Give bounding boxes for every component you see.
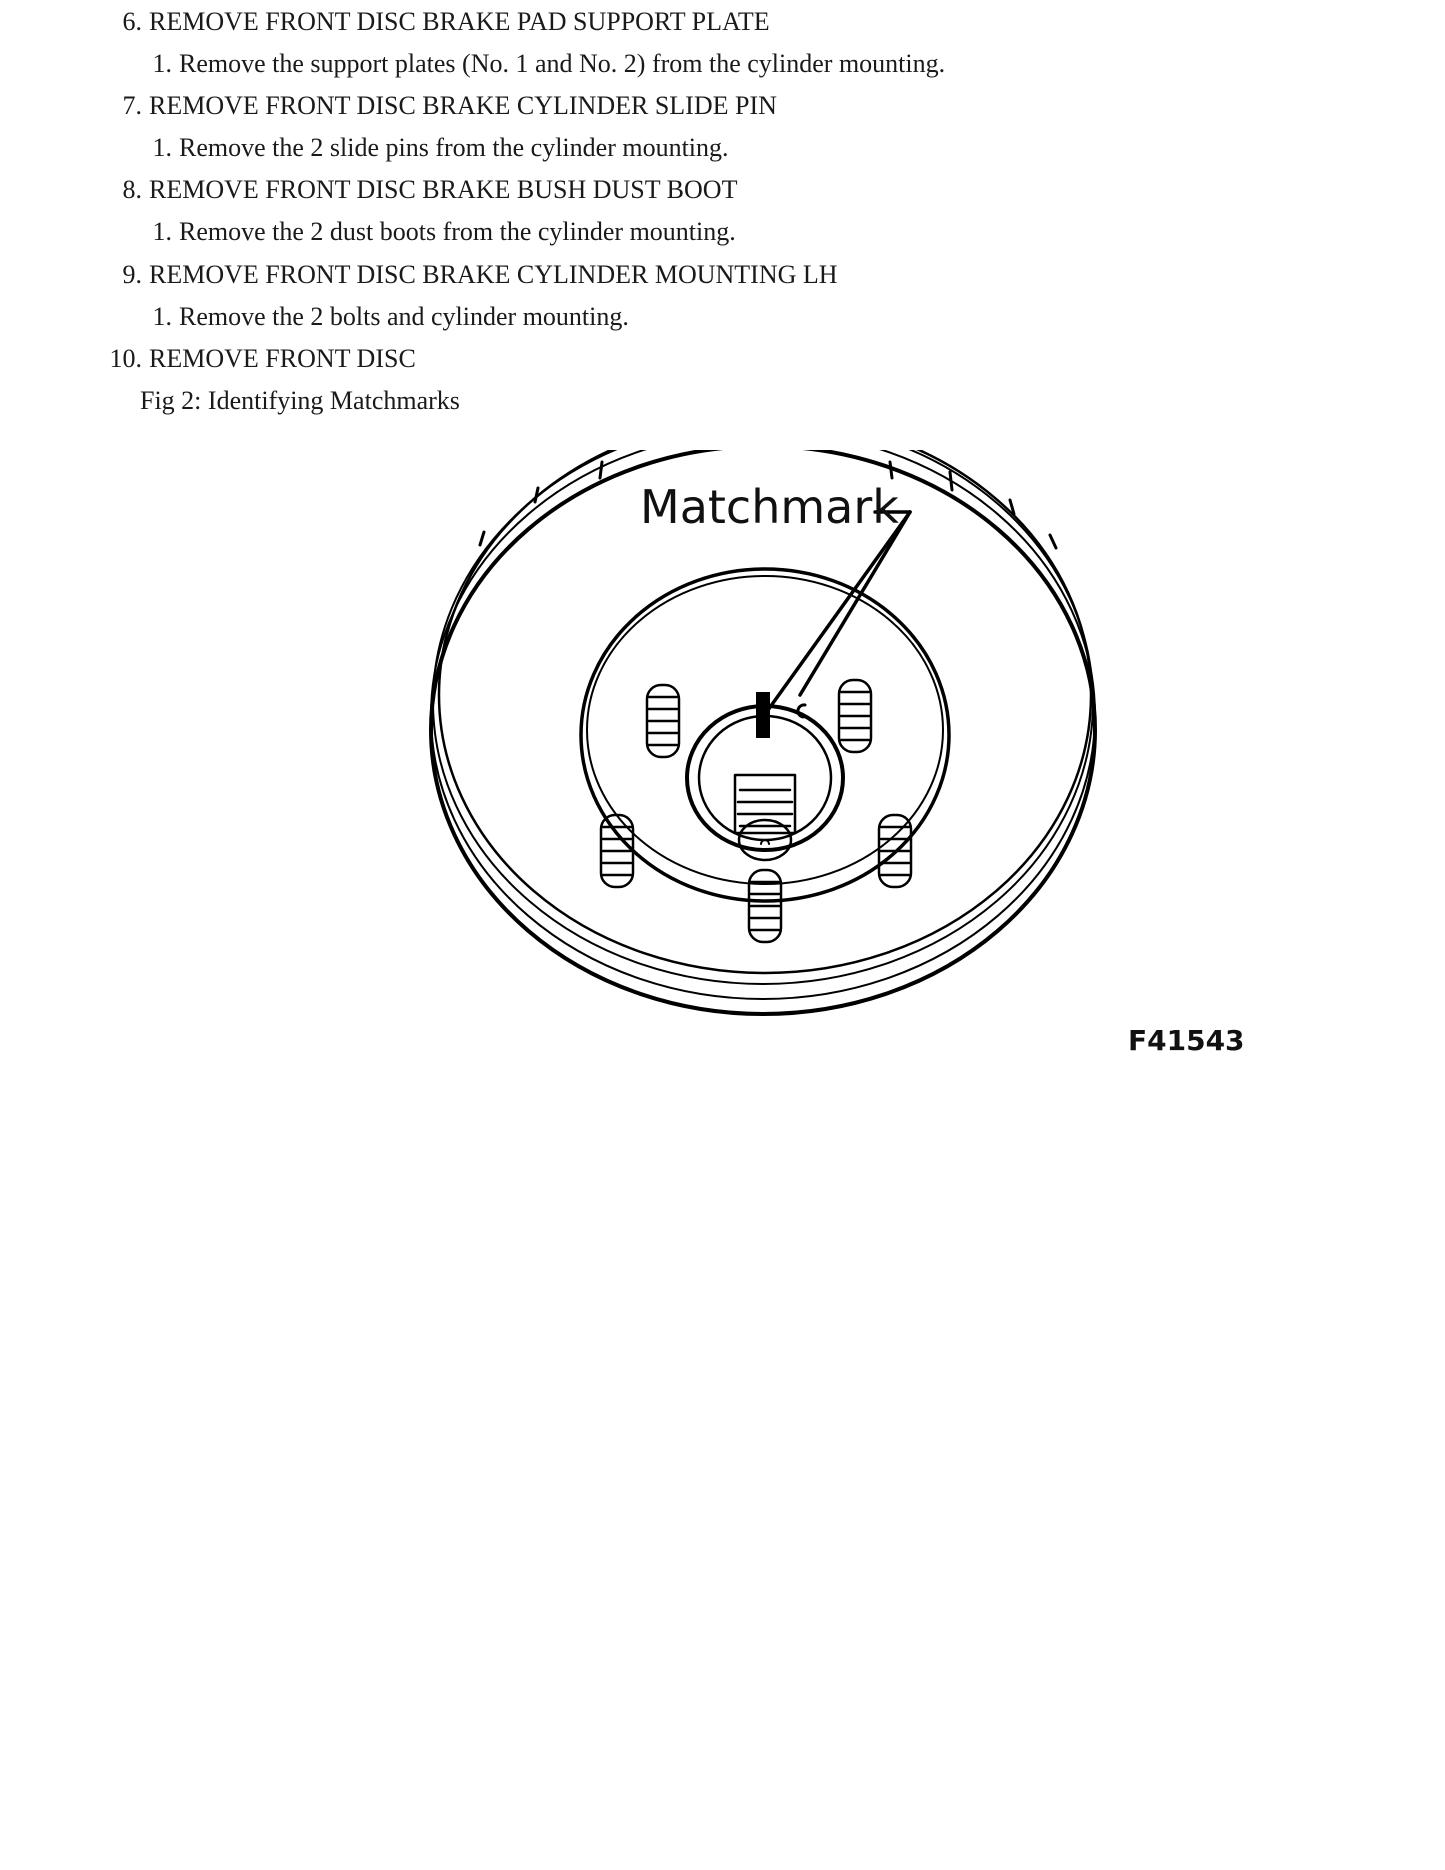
matchmark-disc (756, 692, 770, 738)
substep-number: 1. (152, 217, 172, 246)
substep-text: Remove the support plates (No. 1 and No. 2) from the cylinder mounting. (179, 49, 946, 78)
substep-number: 1. (152, 302, 172, 331)
step-number: 6. (122, 7, 142, 36)
step-title: REMOVE FRONT DISC BRAKE BUSH DUST BOOT (149, 175, 738, 204)
step-10 (90, 343, 416, 375)
step-title: REMOVE FRONT DISC BRAKE PAD SUPPORT PLATE (149, 7, 770, 36)
step-8 (100, 174, 737, 206)
substep-9-1 (142, 301, 629, 333)
brake-disc-figure (420, 440, 1260, 1070)
substep-7-1 (142, 132, 729, 164)
step-number: 7. (122, 91, 142, 120)
step-title: REMOVE FRONT DISC BRAKE CYLINDER SLIDE PIN (149, 91, 777, 120)
step-number: 9. (122, 260, 142, 289)
step-title: REMOVE FRONT DISC (149, 344, 416, 373)
substep-text: Remove the 2 slide pins from the cylinder mounting. (179, 133, 729, 162)
substep-number: 1. (152, 133, 172, 162)
matchmark-label: Matchmark (640, 480, 899, 534)
substep-text: Remove the 2 bolts and cylinder mounting. (179, 302, 629, 331)
substep-text: Remove the 2 dust boots from the cylinder mounting. (179, 217, 736, 246)
substep-8-1 (142, 216, 736, 248)
substep-number: 1. (152, 49, 172, 78)
step-number: 8. (122, 175, 142, 204)
figure-code: F41543 (1128, 1024, 1245, 1057)
step-6 (100, 6, 770, 38)
step-number: 10. (109, 344, 142, 373)
substep-6-1 (142, 48, 945, 80)
step-title: REMOVE FRONT DISC BRAKE CYLINDER MOUNTING LH (149, 260, 838, 289)
figure-caption: Fig 2: Identifying Matchmarks (140, 386, 460, 415)
step-7 (100, 90, 777, 122)
step-9 (100, 259, 838, 291)
